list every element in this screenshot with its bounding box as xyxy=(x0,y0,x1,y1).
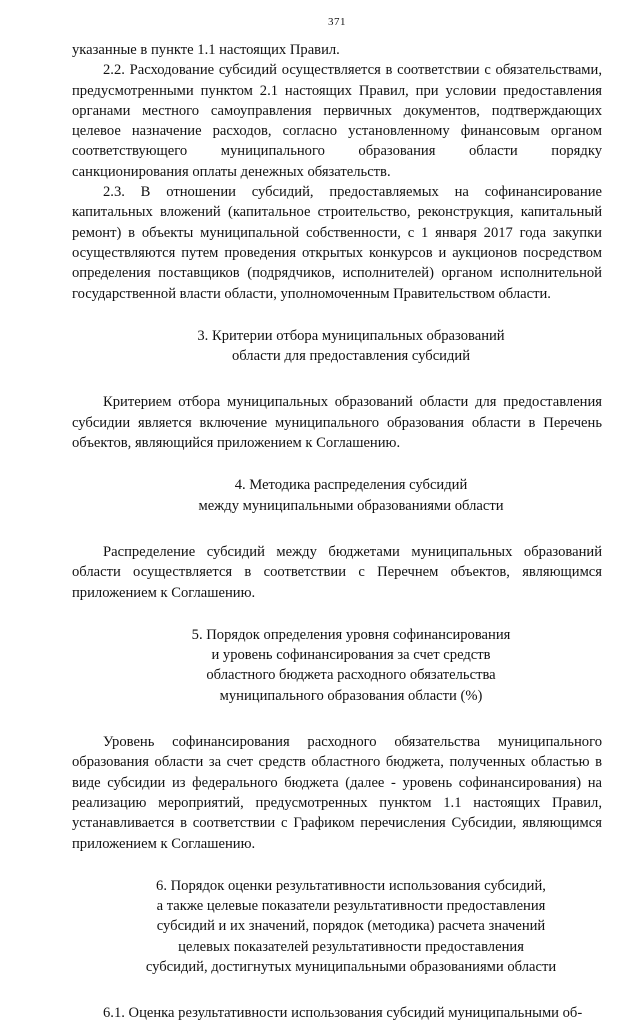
section-3-heading-line: области для предоставления субсидий xyxy=(231,348,471,365)
section-6-heading-line: целевых показателей результативности предоставления xyxy=(178,938,524,955)
paragraph-2-3: 2.3. В отношении субсидий, предоставляемых на софинансирование капитальных вложений (капитальное строительство, реконструкция, капитальный ремонт) в объекты муниципальной собственности, с 1 января 2017 года закупки осуществляются путем проведения открытых конкурсов и аукционов посредством определения поставщиков (подрядчиков, исполнителей) органом исполнительной государственной власти области, уполномоченным Правительством области. xyxy=(72,184,602,302)
section-6-heading-line: а также целевые показатели результативности предоставления xyxy=(156,898,546,915)
intro-line: указанные в пункте 1.1 настоящих Правил. xyxy=(72,42,340,58)
section-4-heading xyxy=(72,475,602,516)
section-5-heading xyxy=(72,625,602,706)
section-5-heading-line: муниципального образования области (%) xyxy=(219,687,483,704)
section-6-heading-line: субсидий и их значений, порядок (методика) расчета значений xyxy=(156,918,546,935)
document-page xyxy=(72,16,602,1024)
section-4-heading-line: 4. Методика распределения субсидий xyxy=(234,477,468,494)
section-6-heading xyxy=(72,876,602,977)
section-5-heading-line: областного бюджета расходного обязательства xyxy=(206,667,496,684)
section-6-heading-line: 6. Порядок оценки результативности использования субсидий, xyxy=(156,877,546,894)
section-6-text: 6.1. Оценка результативности использования субсидий муниципальными об- xyxy=(103,1005,583,1022)
section-3-text: Критерием отбора муниципальных образований области для предоставления субсидии является включение муниципального образования области в Перечень объектов, являющийся приложением к Соглашению. xyxy=(72,394,602,452)
section-5-text: Уровень софинансирования расходного обязательства муниципального образования области за счет средств областного бюджета, полученных областью в виде субсидии из федерального бюджета (далее - уровень софинансирования) на реализацию мероприятий, предусмотренных пунктом 1.1 настоящих Правил, устанавливается в соответствии с Графиком перечисления Субсидии, являющимся приложением к Соглашению. xyxy=(72,734,602,852)
section-3-heading-line: 3. Критерии отбора муниципальных образований xyxy=(197,327,505,344)
page-number: 371 xyxy=(328,16,346,28)
section-5-heading-line: 5. Порядок определения уровня софинансирования xyxy=(191,626,511,643)
section-4-heading-line: между муниципальными образованиями области xyxy=(198,497,504,514)
section-6-heading-line: субсидий, достигнутых муниципальными образованиями области xyxy=(145,958,557,975)
section-5-heading-line: и уровень софинансирования за счет средств xyxy=(211,647,491,664)
section-4-text: Распределение субсидий между бюджетами муниципальных образований области осуществляется в соответствии с Перечнем объектов, являющимся приложением к Соглашению. xyxy=(72,543,602,601)
paragraph-2-2: 2.2. Расходование субсидий осуществляется в соответствии с обязательствами, предусмотренными пунктом 2.1 настоящих Правил, при условии предоставления органами местного самоуправления первичных документов, подтверждающих целевое назначение расходов, согласно установленному финансовым органом соответствующего муниципального образования области порядку санкционирования оплаты денежных обязательств. xyxy=(72,62,602,180)
section-3-heading xyxy=(72,326,602,367)
